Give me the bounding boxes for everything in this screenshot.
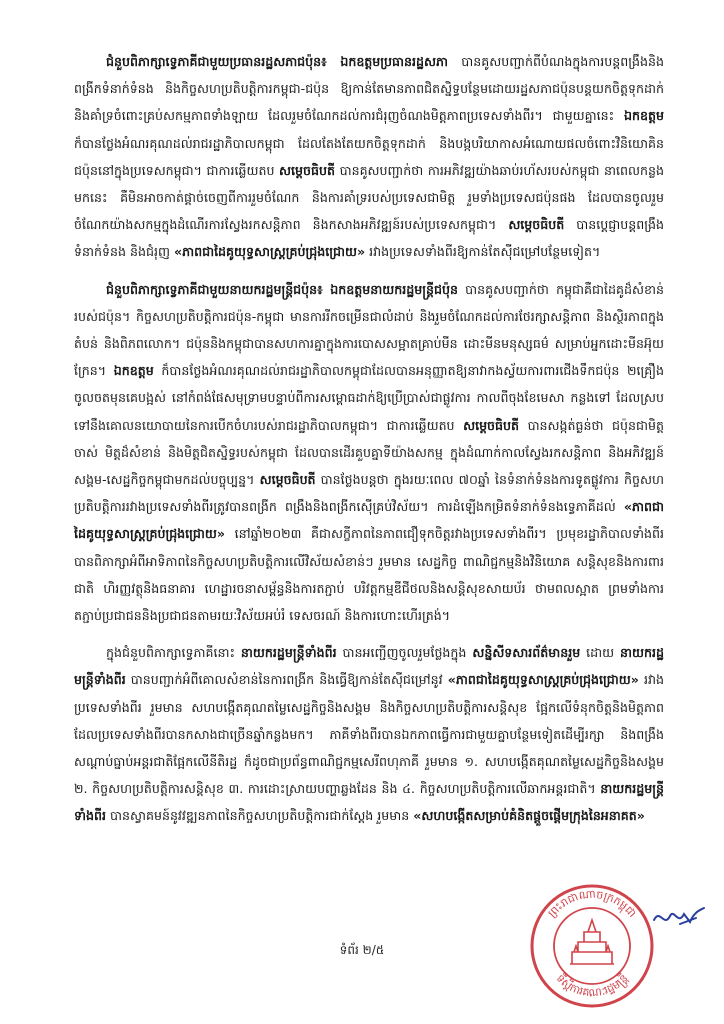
bold-text-run: សម្តេចធិបតី <box>508 217 565 233</box>
text-run: ដោយ <box>580 645 621 661</box>
svg-text:ព្រះរាជាណាចក្រកម្ពុជា <box>545 887 638 919</box>
text-run: រវាងប្រទេសទាំងពីរឱ្យកាន់តែស៊ីជម្រៅបន្ថែមទៀត។ <box>365 244 601 260</box>
text-run: បានថ្លែងបន្តថា ក្នុងរយៈពេល ៧០ឆ្នាំ នៃទំនាក់ទំនងការទូតផ្លូវការ កិច្ចសហប្រតិបត្តិការរវាងប្រទេសទាំងពីរត្រូវបានពង្រីក ពង្រឹងនិងពង្រីកស៊ើគ្រប់វិស័យ។ ការដំឡើងកម្រិតទំនាក់ទំនងទ្វេភាគីដល់ <box>74 472 664 515</box>
handwritten-signature <box>650 902 708 932</box>
bold-text-run: ជំនួបពិភាក្សាទ្វេភាគីជាមួយប្រធានរដ្ឋសភាជប៉ុន៖ <box>106 54 341 69</box>
temple-emblem <box>570 920 614 964</box>
text-run: បានសង្កត់ធ្ងន់ថា ជប៉ុនជាមិត្តចាស់ មិត្តដ៏សំខាន់ និងមិត្តជិតស្និទ្ធរបស់កម្ពុជា ដែលបានដើរគួបគ្នាទីយ៉ាងសកម្ម ក្នុងដំណាក់កាលស្វែងរកសន្តិភាព និងអភិវឌ្ឍន៍សង្គម-សេដ្ឋកិច្ចកម្ពុជាមកដល់បច្ចុប្បន្ន។ <box>74 417 664 488</box>
bold-text-run: ឯកឧត្តមប្រធានរដ្ឋសភា <box>340 54 449 69</box>
paragraph <box>74 48 664 266</box>
text-run: ក៏បានថ្លែងអំណរគុណដល់រាជរដ្ឋាភិបាលកម្ពុជា ដែលតែងតែយកចិត្តទុកដាក់ និងបង្កបរិយាកាសអំណោយផលចំពោះវិនិយោគិនជប៉ុននៅក្នុងប្រទេសកម្ពុជា។ ជាការឆ្លើយតប <box>74 135 664 178</box>
bold-text-run: សន្និសីទសារព័ត៌មានរួម <box>472 645 581 661</box>
bold-text-run: សម្តេចធិបតី <box>463 417 520 433</box>
seal-text-top: ព្រះរាជាណាចក្រកម្ពុជា <box>545 887 639 920</box>
paragraph <box>74 276 664 630</box>
text-run: បានស្វាគមន៍នូវវឌ្ឍនភាពនៃកិច្ចសហប្រតិបត្តិការជាក់ស្តែង រួមមាន <box>105 808 414 824</box>
bold-text-run: ឯកឧត្តម <box>113 363 154 379</box>
page-number: ទំព័រ ២/៥ <box>339 943 385 957</box>
bold-text-run: សម្តេចធិបតី <box>259 472 316 488</box>
bold-text-run: «ភាពជាដៃគូយុទ្ធសាស្ត្រគ្រប់ជ្រុងជ្រោយ» <box>447 672 639 688</box>
text-run: ក៏បានថ្លែងអំណរគុណដល់រាជរដ្ឋាភិបាលកម្ពុជាដែលបានអនុញ្ញាតឱ្យនាវាកងស្វ័យការពារជើងទឹកជប៉ុន ២គ្រឿង ចូលចតមុនគេបង្អស់ នៅកំពង់ផែសមុទ្រាមបន្ទាប់ពីការសម្ពោធដាក់ឱ្យប្រើប្រាស់ជាផ្លូវការ កាលពីចុងខែមេសា កន្លងទៅ ដែលស្របទៅនឹងគោលនយោបាយនៃការបើកចំហរបស់រាជរដ្ឋាភិបាលកម្ពុជា។ ជាការឆ្លើយតប <box>74 363 664 433</box>
text-run: បានគូសបញ្ជាក់ថា កម្ពុជាគឺជាដៃគូដ៏សំខាន់របស់ជប៉ុន។ កិច្ចសហប្រតិបត្តិការជប៉ុន-កម្ពុជា មានការរីកចម្រើនជាលំដាប់ និងរួមចំណែកដល់ការថែរក្សាសន្តិភាព និងស្ថិរភាពក្នុងតំបន់ និងពិភពលោក។ ជប៉ុននិងកម្ពុជាបានសហការគ្នាក្នុងការបោសសម្អាតគ្រាប់មីន ដោះមីនមនុស្សធម៌ សម្រាប់អ្នកដោះមីនអ៊ុយក្រែន។ <box>74 281 664 379</box>
svg-text:ទីស្តីការគណៈរដ្ឋមន្ត្រី <box>554 971 632 1000</box>
text-run: នៅឆ្នាំ២០២៣ គឺជាសក្ខីភាពនៃភាពជឿទុកចិត្តរវាងប្រទេសទាំងពីរ។ ប្រមុខរដ្ឋាភិបាលទាំងពីរបានពិភាក្សាអំពីអាទិភាពនៃកិច្ចសហប្រតិបត្តិការលើវិស័យសំខាន់ៗ រួមមាន សេដ្ឋកិច្ច ពាណិជ្ជកម្មនិងវិនិយោគ សន្តិសុខនិងការពារជាតិ ហិរញ្ញវត្ថុនិងធនាគារ ហេដ្ឋារចនាសម្ព័ន្ធនិងការតភ្ជាប់ បរិវត្តកម្មឌីជីថលនិងសន្តិសុខសាយប័រ ថាមពលស្អាត ព្រមទាំងការតភ្ជាប់ប្រជាជននិងប្រជាជនតាមរយៈវិស័យអប់រំ ទេសចរណ៍ និងការហោះហើរត្រង់។ <box>74 526 664 624</box>
bold-text-run: នាយករដ្ឋមន្ត្រីទាំងពីរ <box>74 781 664 824</box>
bold-text-run: ឯកឧត្តម <box>624 108 664 124</box>
text-run: បានប្តេជ្ញាបន្តពង្រឹងទំនាក់ទំនង និងជំរុញ <box>74 217 664 260</box>
bold-text-run: ជំនួបពិភាក្សាទ្វេភាគីជាមួយនាយករដ្ឋមន្ត្រីជប៉ុន៖ <box>106 281 331 297</box>
text-run: បានអញ្ជើញចូលរួមថ្លែងក្នុង <box>336 645 473 661</box>
bold-text-run: ឯកឧត្តមនាយករដ្ឋមន្ត្រីជប៉ុន <box>330 281 458 297</box>
text-run: ក្នុងជំនួបពិភាក្សាទ្វេភាគីនោះ <box>106 645 241 661</box>
text-run: បានបញ្ជាក់អំពីគោលសំខាន់នៃការពង្រីក និងធ្វើឱ្យកាន់តែស៊ីជម្រៅនូវ <box>125 672 448 688</box>
bold-text-run: នាយករដ្ឋមន្ត្រីទាំងពីរ <box>240 645 337 661</box>
bold-text-run: នាយករដ្ឋមន្ត្រីទាំងពីរ <box>74 645 664 688</box>
bold-text-run: «ភាពជាដៃគូយុទ្ធសាស្ត្រគ្រប់ជ្រុងជ្រោយ» <box>74 499 664 542</box>
official-seal <box>526 880 658 1012</box>
bold-text-run: សម្តេចធិបតី <box>279 162 336 178</box>
bold-text-run: «សហបង្កើតសម្រាប់គំនិតផ្តួចផ្តើមក្រុងនៃអនាគត» <box>413 808 645 824</box>
document-body <box>74 48 664 830</box>
seal-text-bottom: ទីស្តីការគណៈរដ្ឋមន្ត្រី <box>553 971 631 1000</box>
text-run: បានគូសបញ្ជាក់ពីបំណងក្នុងការបន្តពង្រឹងនិងពង្រីកទំនាក់ទំនង និងកិច្ចសហប្រតិបត្តិការកម្ពុជា-ជប៉ុន ឱ្យកាន់តែមានភាពជិតស្និទ្ធបន្ថែមដោយរដ្ឋសភាជប៉ុនបន្តយកចិត្តទុកដាក់ និងគាំទ្រចំពោះគ្រប់សកម្មភាពទាំងឡាយ ដែលរួមចំណែកដល់ការជំរុញចំណងមិត្តភាពប្រទេសទាំងពីរ។ ជាមួយគ្នានេះ <box>74 54 664 124</box>
text-run: បានគូសបញ្ជាក់ថា ការអភិវឌ្ឍយ៉ាងឆាប់រហ័សរបស់កម្ពុជា នាពេលកន្លងមកនេះ គឺមិនអាចកាត់ផ្តាច់ចេញពីការរួមចំណែក និងការគាំទ្ររបស់ប្រទេសជាមិត្ត រួមទាំងប្រទេសជប៉ុនផង ដែលបានចូលរួមចំណែកយ៉ាងសកម្មក្នុងដំណើរការស្វែងរកសន្តិភាព និងកសាងអភិវឌ្ឍន៍របស់ប្រទេសកម្ពុជា។ <box>74 162 664 233</box>
bold-text-run: «ភាពជាដៃគូយុទ្ធសាស្ត្រគ្រប់ជ្រុងជ្រោយ» <box>173 244 366 260</box>
paragraph <box>74 639 664 829</box>
text-run: រវាងប្រទេសទាំងពីរ រួមមាន សហបង្កើតគុណតម្លៃសេដ្ឋកិច្ចនិងសង្គម និងកិច្ចសហប្រតិបត្តិការសន្តិសុខ ផ្អែកលើទំនុកចិត្តនិងមិត្តភាពដែលប្រទេសទាំងពីរបានកសាងជាច្រើនឆ្នាំកន្លងមក។ ភាគីទាំងពីរបានឯកភាពធ្វើការជាមួយគ្នាបន្ថែមទៀតដើម្បីរក្សា និងពង្រឹងសណ្តាប់ធ្នាប់អន្តរជាតិផ្អែកលើនីតិរដ្ឋ ក៏ដូចជាប្រព័ន្ធពាណិជ្ជកម្មសេរីពហុភាគី រួមមាន ១. សហបង្កើតគុណតម្លៃសេដ្ឋកិច្ចនិងសង្គម ២. កិច្ចសហប្រតិបត្តិការសន្តិសុខ ៣. ការដោះស្រាយបញ្ហាឆ្លងដែន និង ៤. កិច្ចសហប្រតិបត្តិការលើឆាកអន្តរជាតិ។ <box>74 672 664 797</box>
